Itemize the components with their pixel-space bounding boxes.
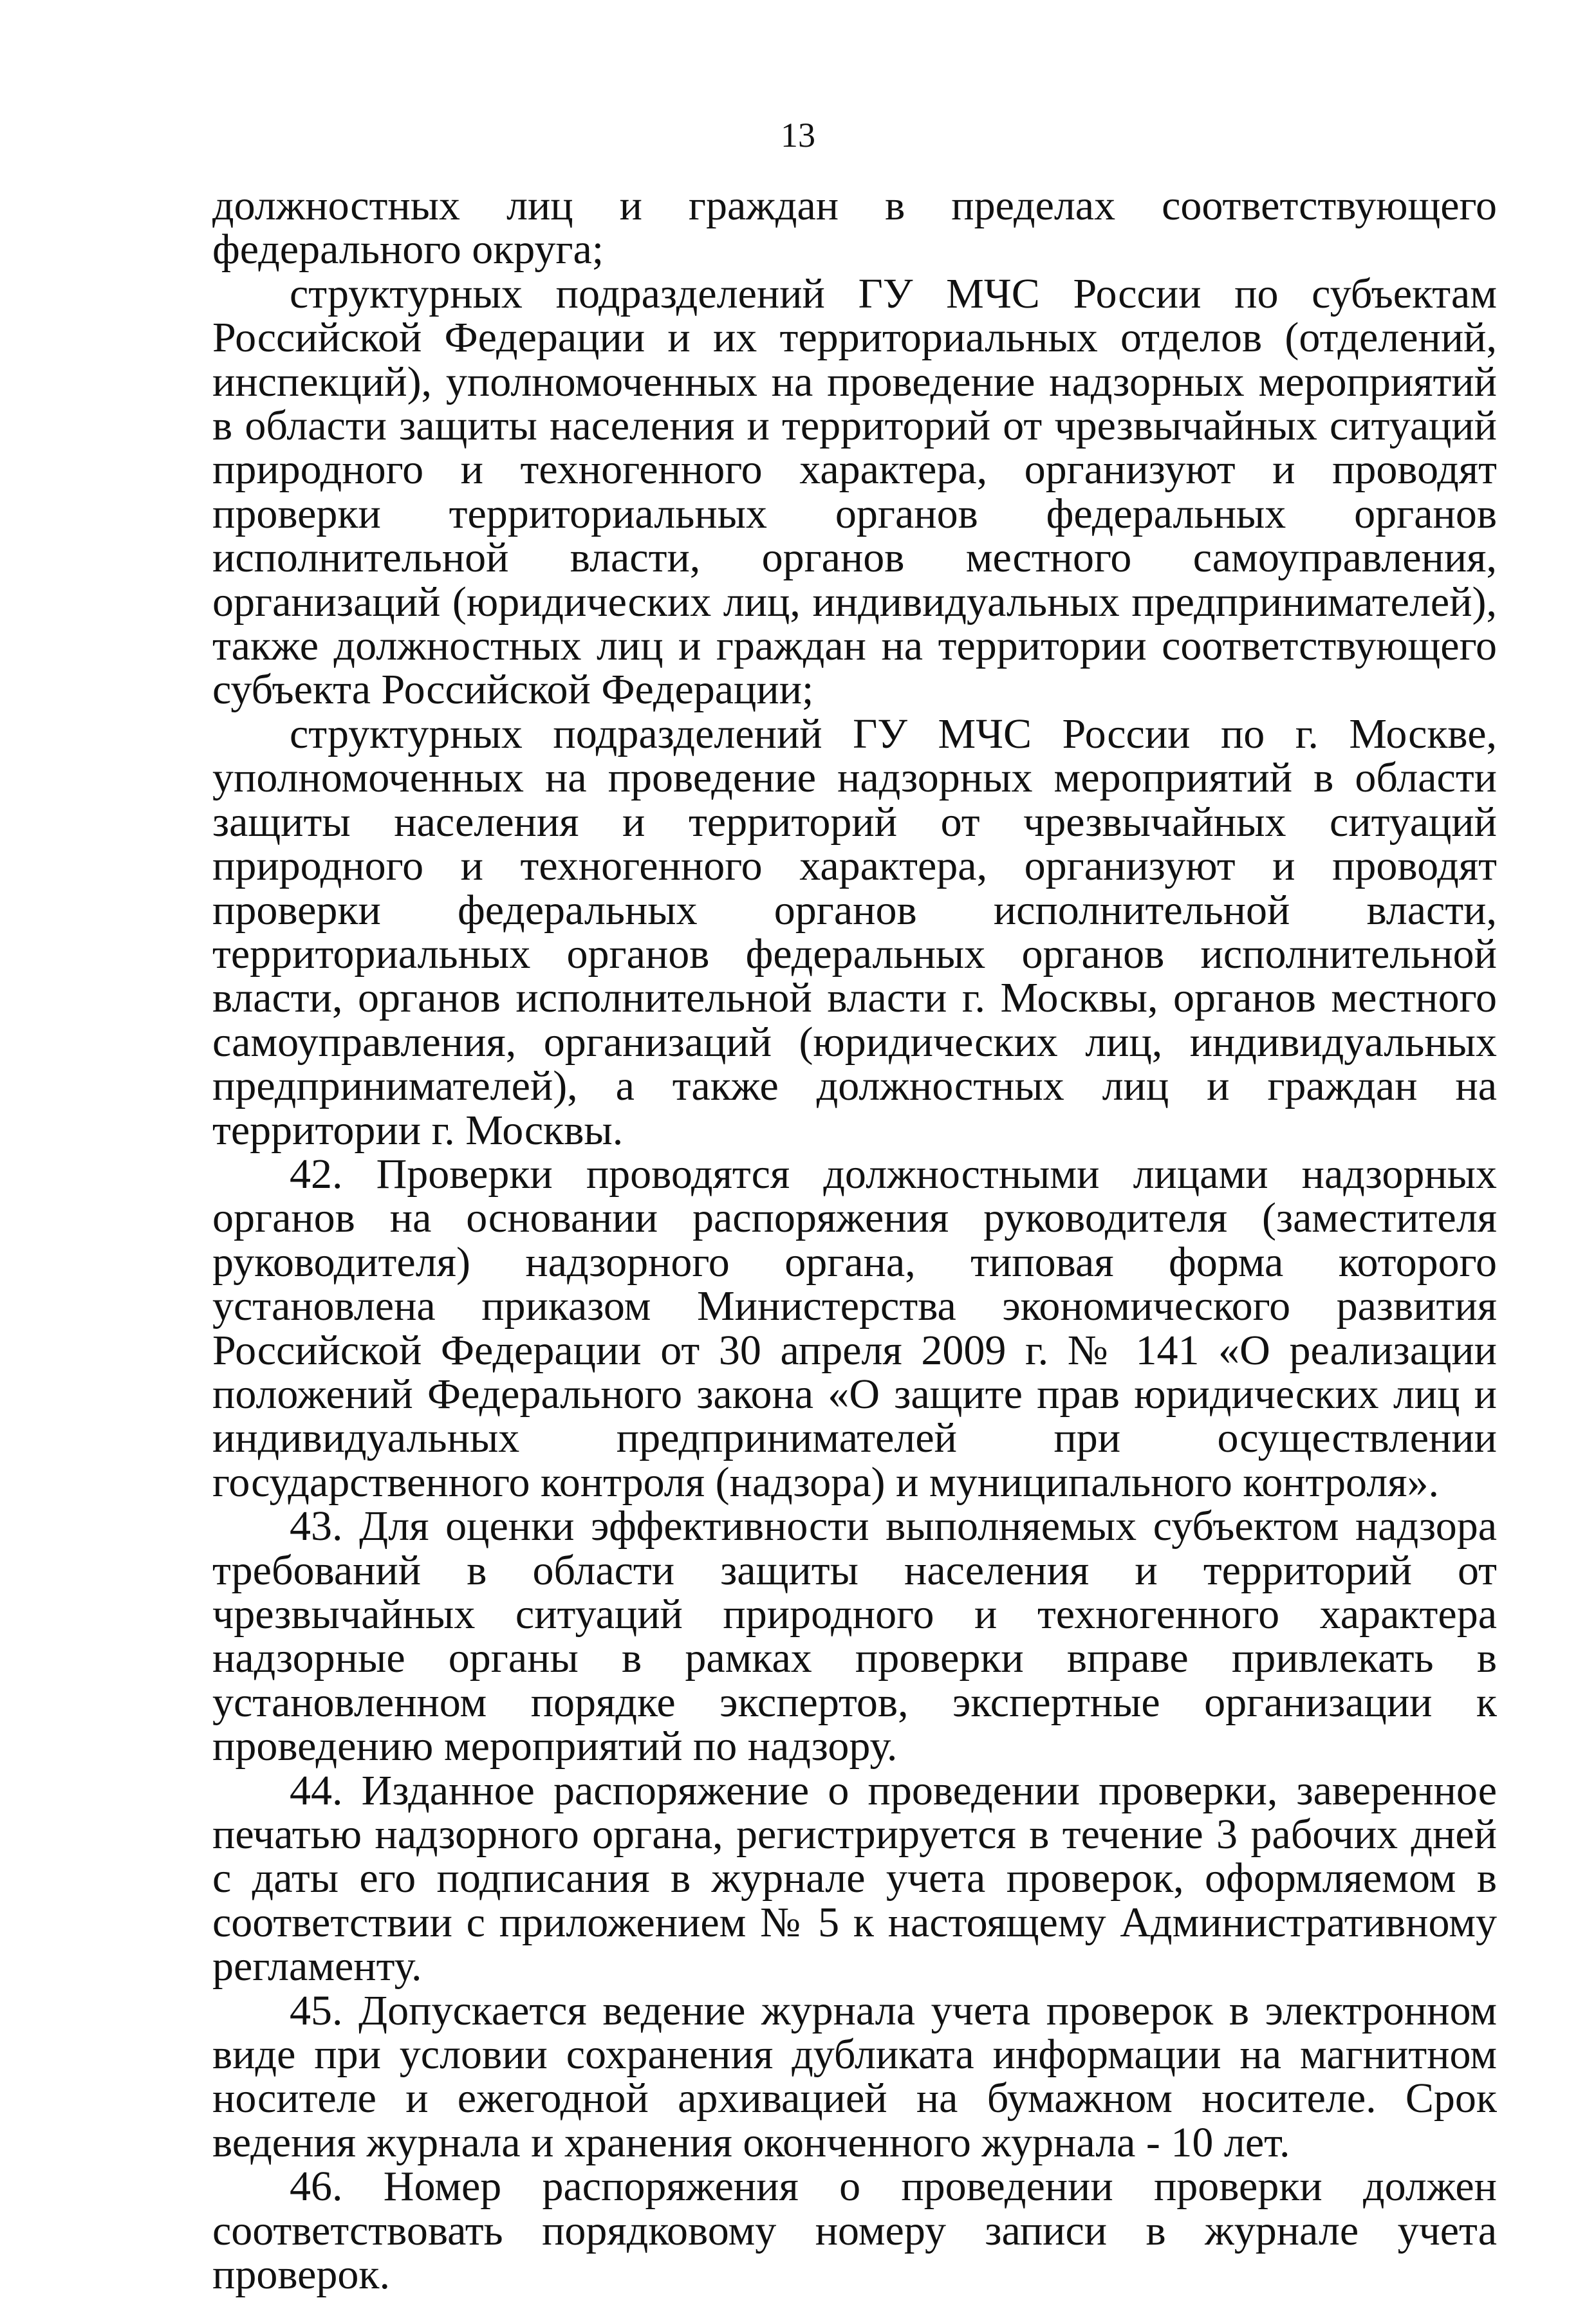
document-body	[212, 184, 1497, 2297]
clause-44	[212, 1766, 1498, 1990]
clause-number: 45.	[290, 1987, 343, 2034]
clause-46	[212, 2165, 1497, 2297]
clause-43	[212, 1505, 1497, 1768]
clause-text: Номер распоряжения о проведении проверки должен соответствовать порядковому номеру записи в журнале учета проверок.	[212, 2163, 1497, 2298]
clause-number: 42.	[290, 1150, 343, 1198]
clause-number: 46.	[290, 2163, 343, 2210]
page-number: 13	[781, 116, 815, 154]
paragraph-regional-subdivisions: структурных подразделений ГУ МЧС России по субъектам Российской Федерации и их территориальных отделов (отделений, инспекций), уполномоченных на проведение надзорных мероприятий в области защиты населения и территорий от чрезвычайных ситуаций природного и техногенного характера, организуют и проводят проверки территориальных органов федеральных органов исполнительной власти, органов местного самоуправления, организаций (юридических лиц, индивидуальных предпринимателей), также должностных лиц и граждан на территории соответствующего субъекта Российской Федерации;	[212, 270, 1497, 714]
paragraph-continuation: должностных лиц и граждан в пределах соответствующего федерального округа;	[212, 182, 1497, 273]
clause-42	[212, 1150, 1498, 1506]
clause-number: 44.	[290, 1766, 343, 1814]
paragraph-moscow-subdivisions: структурных подразделений ГУ МЧС России по г. Москве, уполномоченных на проведение надзорных мероприятий в области защиты населения и территорий от чрезвычайных ситуаций природного и техногенного характера, организуют и проводят проверки федеральных органов исполнительной власти, территориальных органов федеральных органов исполнительной власти, органов исполнительной власти г. Москвы, органов местного самоуправления, организаций (юридических лиц, индивидуальных предпринимателей), а также должностных лиц и граждан на территории г. Москвы.	[212, 710, 1497, 1154]
clause-text: Допускается ведение журнала учета проверок в электронном виде при условии сохранения дубликата информации на магнитном носителе и ежегодной архивацией на бумажном носителе. Срок ведения журнала и хранения оконченного журнала - 10 лет.	[212, 1987, 1497, 2166]
clause-text: Для оценки эффективности выполняемых субъектом надзора требований в области защиты населения и территорий от чрезвычайных ситуаций природного и техногенного характера надзорные органы в рамках проверки вправе привлекать в установленном порядке экспертов, экспертные организации к проведению мероприятий по надзору.	[212, 1503, 1497, 1770]
clause-45	[212, 1989, 1497, 2165]
clause-text: Изданное распоряжение о проведении проверки, заверенное печатью надзорного органа, регистрируется в течение 3 рабочих дней с даты его подписания в журнале учета проверок, оформляемом в соответствии с приложением № 5 к настоящему Административному регламенту.	[212, 1766, 1498, 1990]
clause-number: 43.	[290, 1503, 343, 1550]
clause-text: Проверки проводятся должностными лицами надзорных органов на основании распоряжения руководителя (заместителя руководителя) надзорного органа, типовая форма которого установлена приказом Министерства экономического развития Российской Федерации от 30 апреля 2009 г. № 141 «О реализации положений Федерального закона «О защите прав юридических лиц и индивидуальных предпринимателей при осуществлении государственного контроля (надзора) и муниципального контроля».	[212, 1150, 1498, 1506]
